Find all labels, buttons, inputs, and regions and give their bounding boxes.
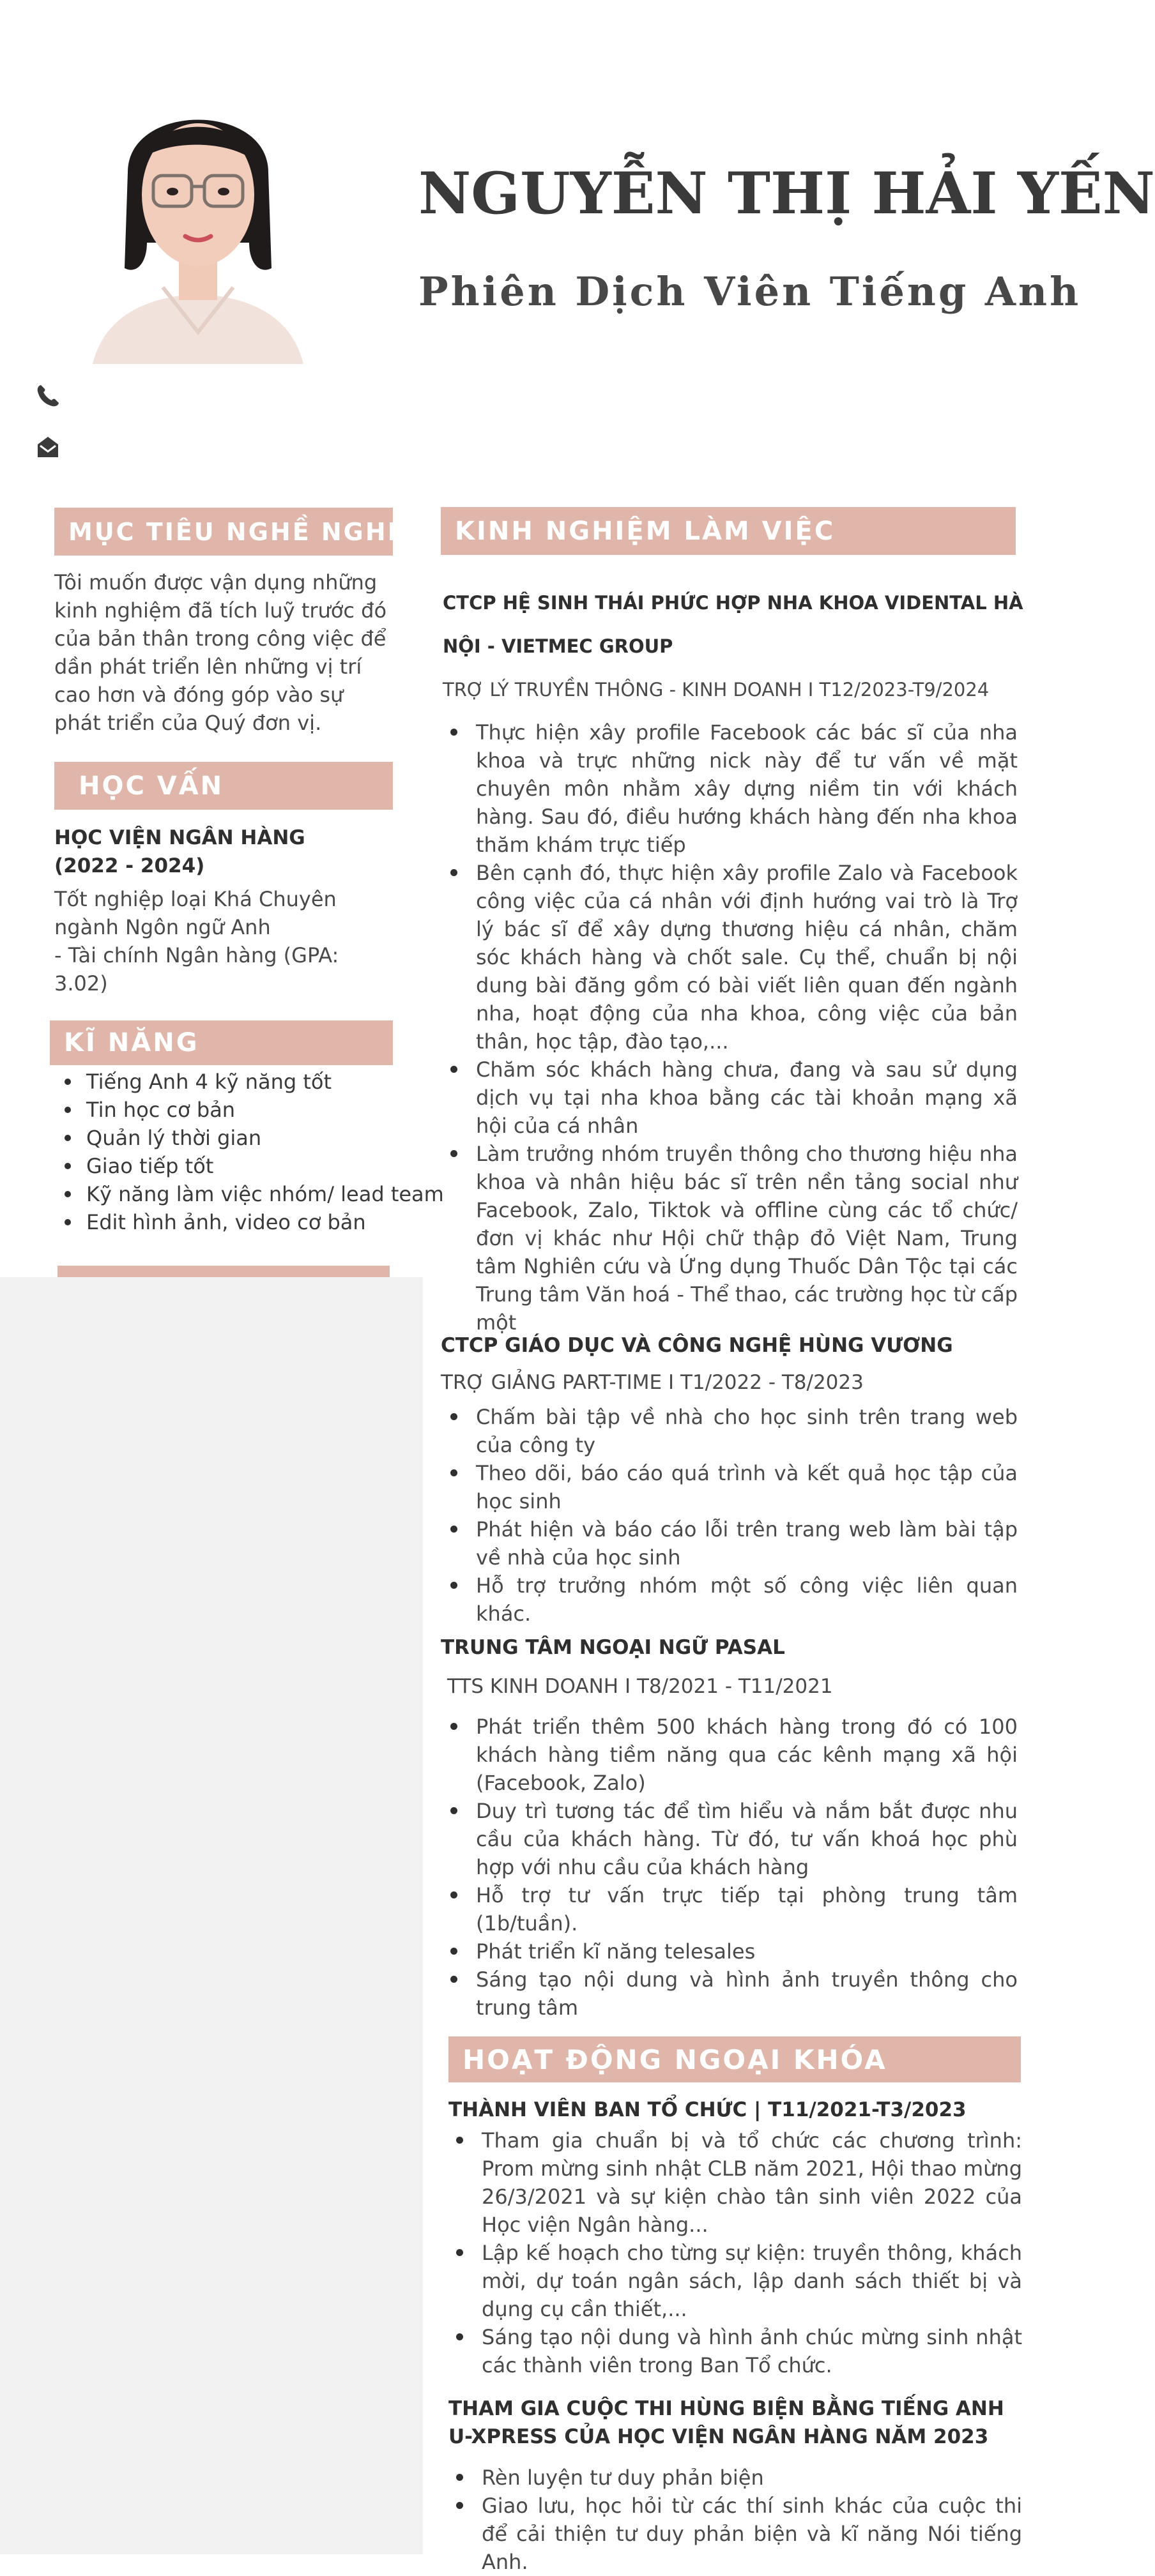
list-item: Chăm sóc khách hàng chưa, đang và sau sử dụng dịch vụ tại nha khoa bằng các tài khoản mạng xã hội của cá nhân: [443, 1056, 1018, 1140]
education-school: HỌC VIỆN NGÂN HÀNG (2022 - 2024): [54, 826, 305, 877]
list-item: Quản lý thời gian: [53, 1124, 424, 1152]
list-item: Phát hiện và báo cáo lỗi trên trang web làm bài tập về nhà của học sinh: [443, 1515, 1018, 1572]
activity-1-bullets: [448, 2126, 1022, 2379]
list-item: Tin học cơ bản: [53, 1096, 424, 1124]
skills-heading: KĨ NĂNG: [50, 1020, 393, 1065]
education-detail-2: - Tài chính Ngân hàng (GPA: 3.02): [54, 943, 339, 996]
activity-2-bullets: [448, 2464, 1022, 2576]
envelope-icon: [35, 434, 61, 460]
profile-photo: [67, 77, 329, 364]
objective-text: Tôi muốn được vận dụng những kinh nghiệm đã tích luỹ trước đó của bản thân trong công việc để dần phát triển lên những vị trí cao hơn và đóng góp vào sự phát triển của Quý đơn vị.: [54, 570, 387, 735]
sidebar-background: [0, 1277, 423, 2554]
list-item: Hỗ trợ tư vấn trực tiếp tại phòng trung tâm (1b/tuần).: [443, 1881, 1018, 1937]
activities-heading: HOẠT ĐỘNG NGOẠI KHÓA: [448, 2036, 1021, 2082]
list-item: Kỹ năng làm việc nhóm/ lead team: [53, 1180, 424, 1208]
list-item: Sáng tạo nội dung và hình ảnh chúc mừng sinh nhật các thành viên trong Ban Tổ chức.: [448, 2323, 1022, 2379]
list-item: Sáng tạo nội dung và hình ảnh truyền thông cho trung tâm: [443, 1966, 1018, 2022]
list-item: Bên cạnh đó, thực hiện xây profile Zalo và Facebook công việc của cá nhân với định hướng vai trò là Trợ lý bác sĩ để xây dựng thương hiệu cá nhân, chăm sóc khách hàng và chốt sale. Cụ thể, chuẩn bị nội dung bài đăng gồm có bài viết liên quan đến ngành nha, hoạt động của nha khoa, công việc của bản thân, học tập, đào tạo,...: [443, 859, 1018, 1056]
job-3-bullets: [443, 1713, 1018, 2022]
job-2-company: CTCP GIÁO DỤC VÀ CÔNG NGHỆ HÙNG VƯƠNG: [441, 1334, 953, 1357]
job-1-role: TRỢ LÝ TRUYỀN THÔNG - KINH DOANH I T12/2023-T9/2024: [443, 679, 990, 701]
list-item: Theo dõi, báo cáo quá trình và kết quả học tập của học sinh: [443, 1459, 1018, 1515]
list-item: Rèn luyện tư duy phản biện: [448, 2464, 1022, 2492]
list-item: Thực hiện xây profile Facebook các bác sĩ của nha khoa và trực những nick này để tư vấn về mặt chuyên môn nhằm xây dựng niềm tin với khách hàng. Sau đó, điều hướng khách hàng đến nha khoa thăm khám trực tiếp: [443, 718, 1018, 859]
list-item: Hỗ trợ trưởng nhóm một số công việc liên quan khác.: [443, 1572, 1018, 1628]
list-item: Giao tiếp tốt: [53, 1152, 424, 1180]
job-title: Phiên Dịch Viên Tiếng Anh: [418, 268, 1082, 315]
list-item: Giao lưu, học hỏi từ các thí sinh khác của cuộc thi để cải thiện tư duy phản biện và kĩ năng Nói tiếng Anh.: [448, 2492, 1022, 2576]
job-1-company-line-2: NỘI - VIETMEC GROUP: [443, 635, 673, 657]
list-item: Duy trì tương tác để tìm hiểu và nắm bắt được nhu cầu của khách hàng. Từ đó, tư vấn khoá học phù hợp với nhu cầu của khách hàng: [443, 1797, 1018, 1881]
list-item: Phát triển thêm 500 khách hàng trong đó có 100 khách hàng tiềm năng qua các kênh mạng xã hội (Facebook, Zalo): [443, 1713, 1018, 1797]
objective-heading: MỤC TIÊU NGHỀ NGHIỆP: [54, 508, 393, 556]
list-item: Tiếng Anh 4 kỹ năng tốt: [53, 1068, 424, 1096]
phone-icon: [35, 383, 61, 409]
skills-list: [53, 1068, 444, 1236]
list-item: Phát triển kĩ năng telesales: [443, 1937, 1018, 1966]
job-1-bullets: [443, 718, 1018, 1337]
education-heading: HỌC VẤN: [54, 762, 393, 810]
job-3-role: TTS KINH DOANH I T8/2021 - T11/2021: [447, 1675, 833, 1698]
candidate-name: NGUYỄN THỊ HẢI YẾN: [418, 160, 1155, 227]
list-item: Lập kế hoạch cho từng sự kiện: truyền thông, khách mời, dự toán ngân sách, lập danh sách thiết bị và dụng cụ cần thiết,...: [448, 2239, 1022, 2323]
list-item: Chấm bài tập về nhà cho học sinh trên trang web của công ty: [443, 1403, 1018, 1459]
activity-1-title: THÀNH VIÊN BAN TỔ CHỨC | T11/2021-T3/2023: [448, 2098, 967, 2121]
experience-heading: KINH NGHIỆM LÀM VIỆC: [441, 507, 1016, 555]
list-item: Tham gia chuẩn bị và tổ chức các chương trình: Prom mừng sinh nhật CLB năm 2021, Hội thao mừng 26/3/2021 và sự kiện chào tân sinh viên 2022 của Học viện Ngân hàng...: [448, 2126, 1022, 2239]
activity-2-title: THAM GIA CUỘC THI HÙNG BIỆN BẰNG TIẾNG ANH U-XPRESS CỦA HỌC VIỆN NGÂN HÀNG NĂM 2023: [448, 2397, 1004, 2448]
job-1-company-line-1: CTCP HỆ SINH THÁI PHỨC HỢP NHA KHOA VIDENTAL HÀ: [443, 592, 1023, 614]
job-3-company: TRUNG TÂM NGOẠI NGỮ PASAL: [441, 1636, 785, 1659]
job-2-bullets: [443, 1403, 1018, 1628]
education-detail: Tốt nghiệp loại Khá Chuyên ngành Ngôn ngữ Anh: [54, 887, 337, 939]
list-item: Làm trưởng nhóm truyền thông cho thương hiệu nha khoa và nhân hiệu bác sĩ trên nền tảng social như Facebook, Zalo, Tiktok và offline cùng các tổ chức/ đơn vị khác như Hội chữ thập đỏ Việt Nam, Trung tâm Nghiên cứu và Ứng dụng Thuốc Dân Tộc tại các Trung tâm Văn hoá - Thể thao, các trường học từ cấp một: [443, 1140, 1018, 1337]
job-2-role: TRỢ GIẢNG PART-TIME I T1/2022 - T8/2023: [441, 1371, 864, 1394]
next-section-banner-edge: [57, 1266, 390, 1277]
job-1-bullets-clip: [443, 718, 1018, 1335]
list-item: Edit hình ảnh, video cơ bản: [53, 1208, 424, 1236]
